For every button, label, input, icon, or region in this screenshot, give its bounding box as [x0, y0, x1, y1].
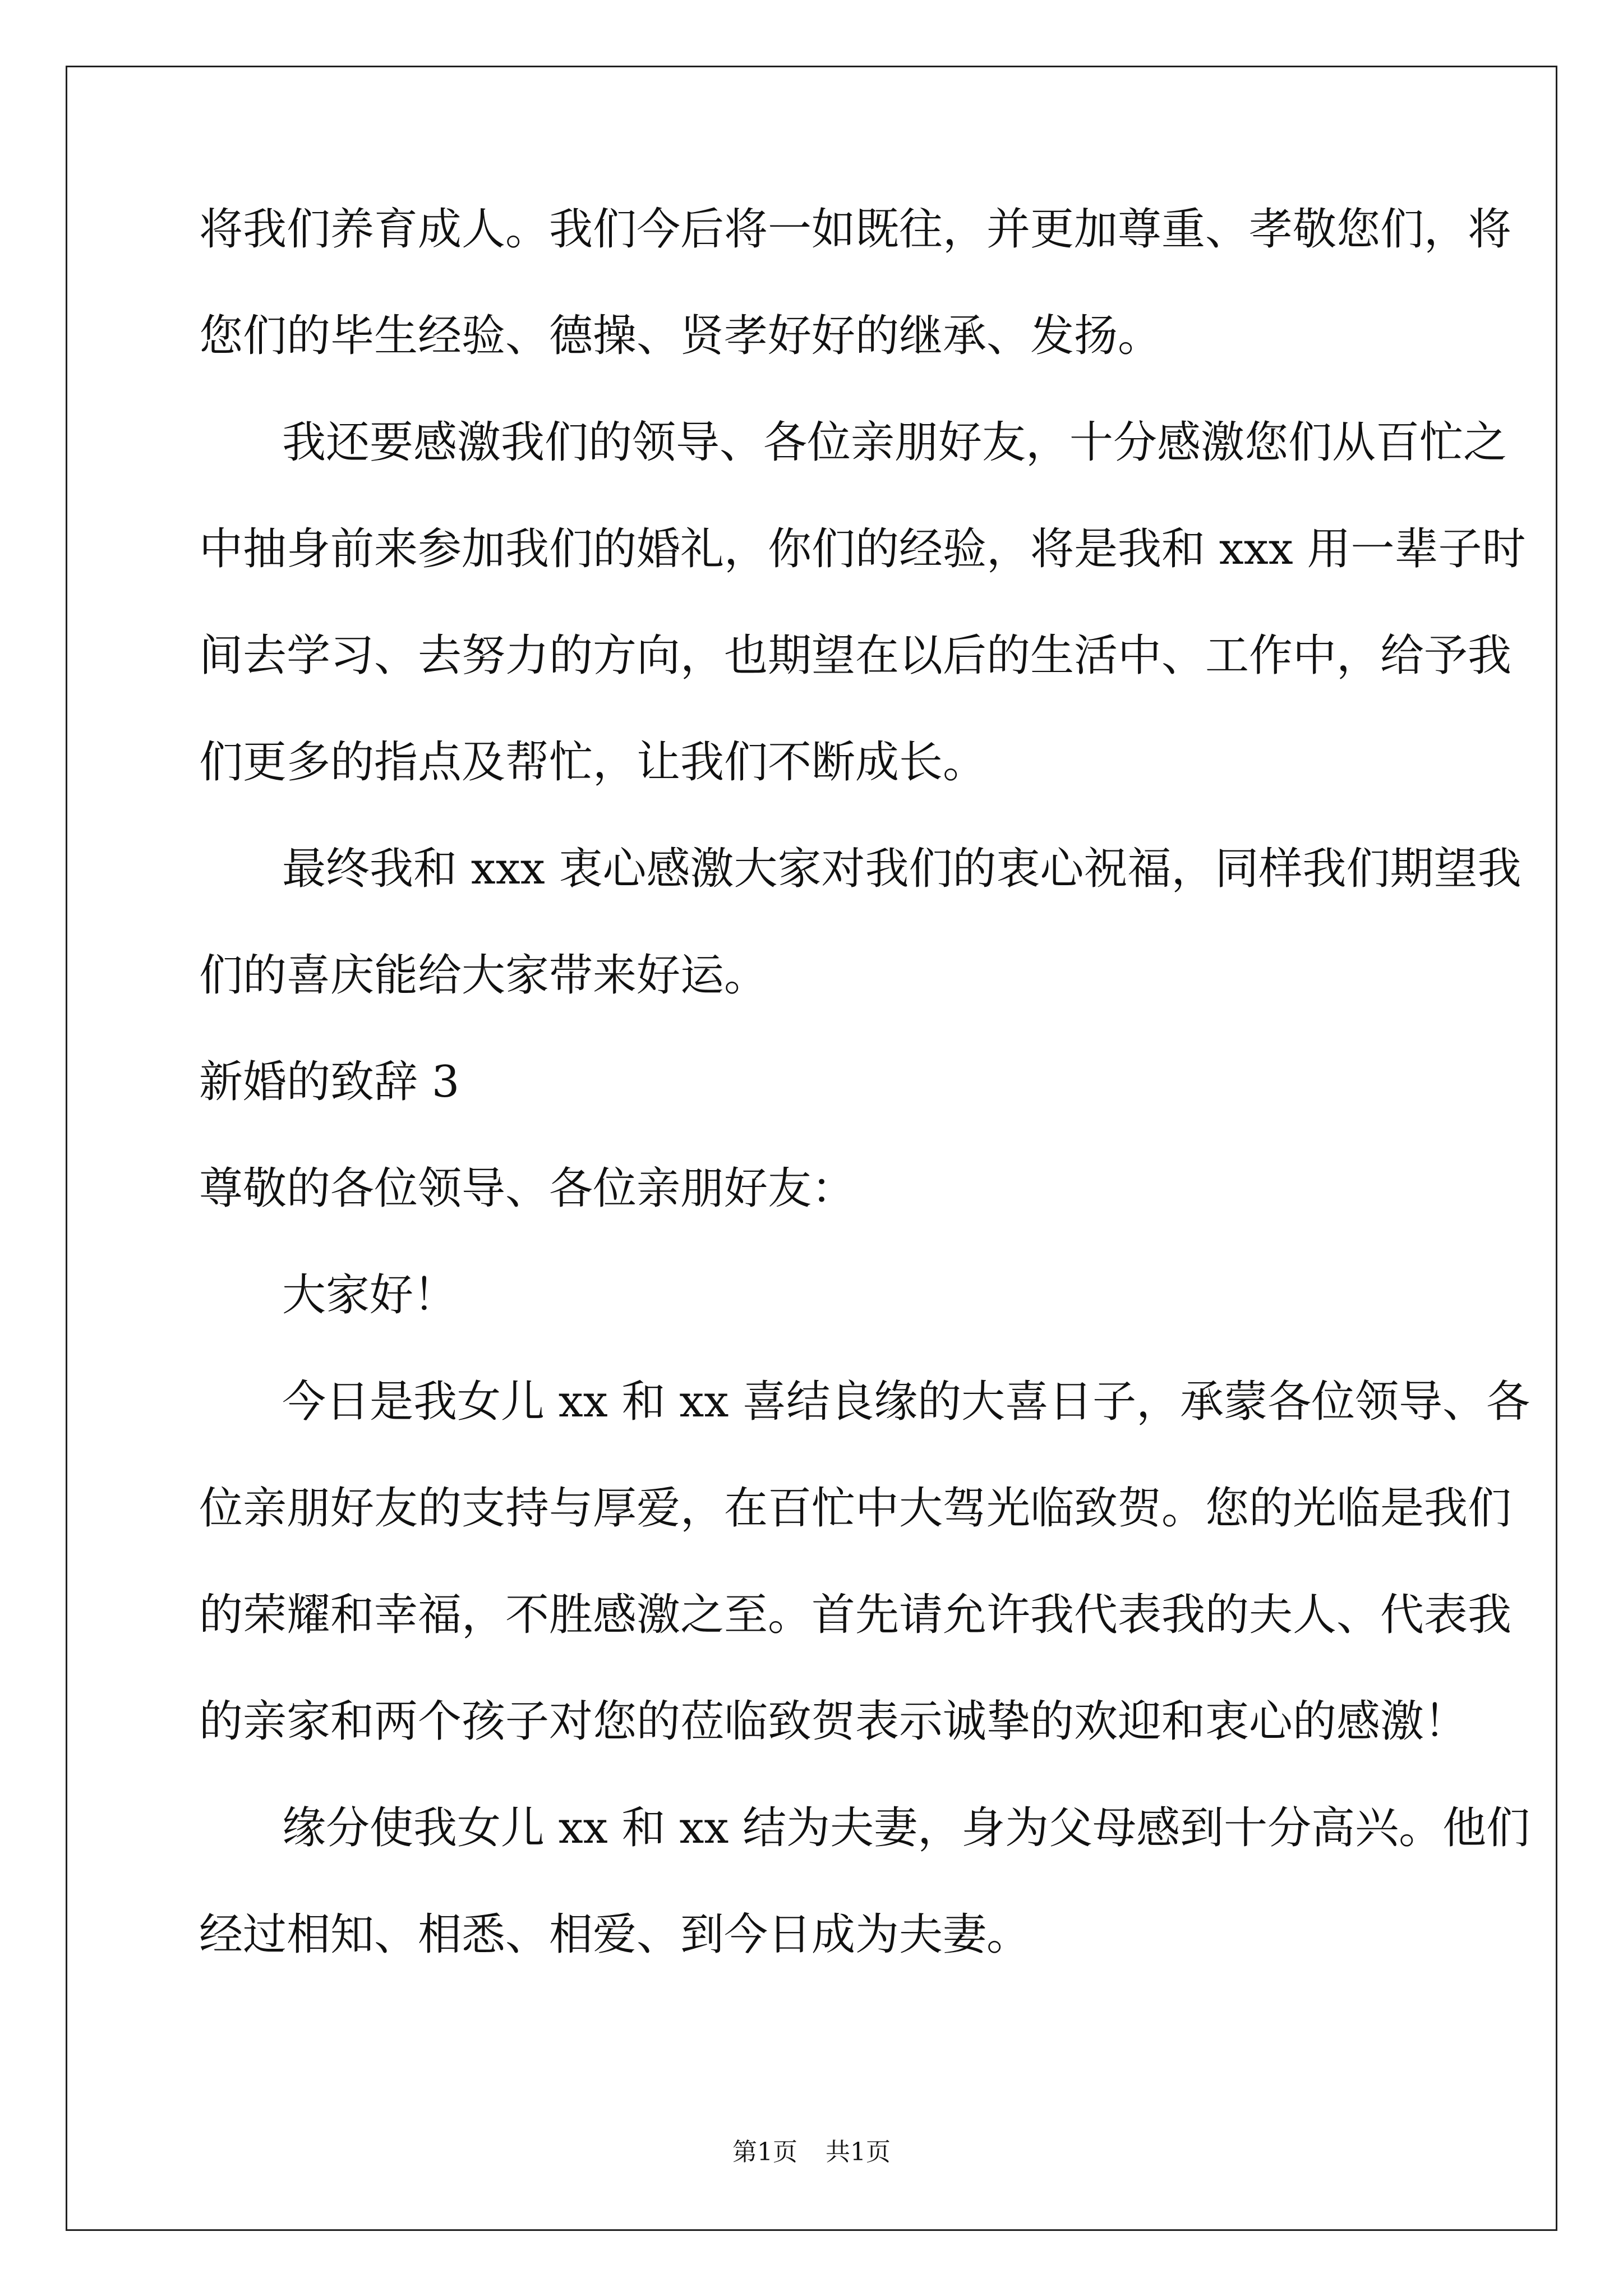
text-line: 位亲朋好友的支持与厚爱，在百忙中大驾光临致贺。您的光临是我们: [199, 1483, 1512, 1534]
text-line: 经过相知、相悉、相爱、到今日成为夫妻。: [199, 1910, 1031, 1960]
text-line: 我还要感激我们的领导、各位亲朋好友，十分感激您们从百忙之: [282, 417, 1507, 468]
text-line: 最终我和 xxx 衷心感激大家对我们的衷心祝福，同样我们期望我: [282, 844, 1521, 894]
text-line: 您们的毕生经验、德操、贤孝好好的继承、发扬。: [199, 311, 1162, 361]
page-number: 第1页: [732, 2138, 797, 2166]
salutation: 尊敬的各位领导、各位亲朋好友：: [199, 1163, 856, 1214]
greeting: 大家好！: [282, 1270, 458, 1320]
page-total: 共1页: [826, 2138, 891, 2166]
text-line: 中抽身前来参加我们的婚礼，你们的经验，将是我和 xxx 用一辈子时: [199, 524, 1526, 574]
text-line: 今日是我女儿 xx 和 xx 喜结良缘的大喜日子，承蒙各位领导、各: [282, 1377, 1530, 1427]
text-line: 们更多的指点及帮忙，让我们不断成长。: [199, 737, 987, 788]
text-line: 们的喜庆能给大家带来好运。: [199, 950, 768, 1001]
text-line: 间去学习、去努力的方向，也期望在以后的生活中、工作中，给予我: [199, 631, 1512, 681]
document-body: [199, 204, 1530, 2019]
text-line: 的荣耀和幸福，不胜感激之至。首先请允许我代表我的夫人、代表我: [199, 1590, 1512, 1640]
text-line: 缘分使我女儿 xx 和 xx 结为夫妻，身为父母感到十分高兴。他们: [282, 1803, 1530, 1853]
section-heading: 新婚的致辞 3: [199, 1057, 460, 1107]
text-line: 将我们养育成人。我们今后将一如既往，并更加尊重、孝敬您们，将: [199, 204, 1512, 255]
page-footer: [0, 2132, 1623, 2168]
text-line: 的亲家和两个孩子对您的莅临致贺表示诚挚的欢迎和衷心的感激！: [199, 1696, 1468, 1747]
